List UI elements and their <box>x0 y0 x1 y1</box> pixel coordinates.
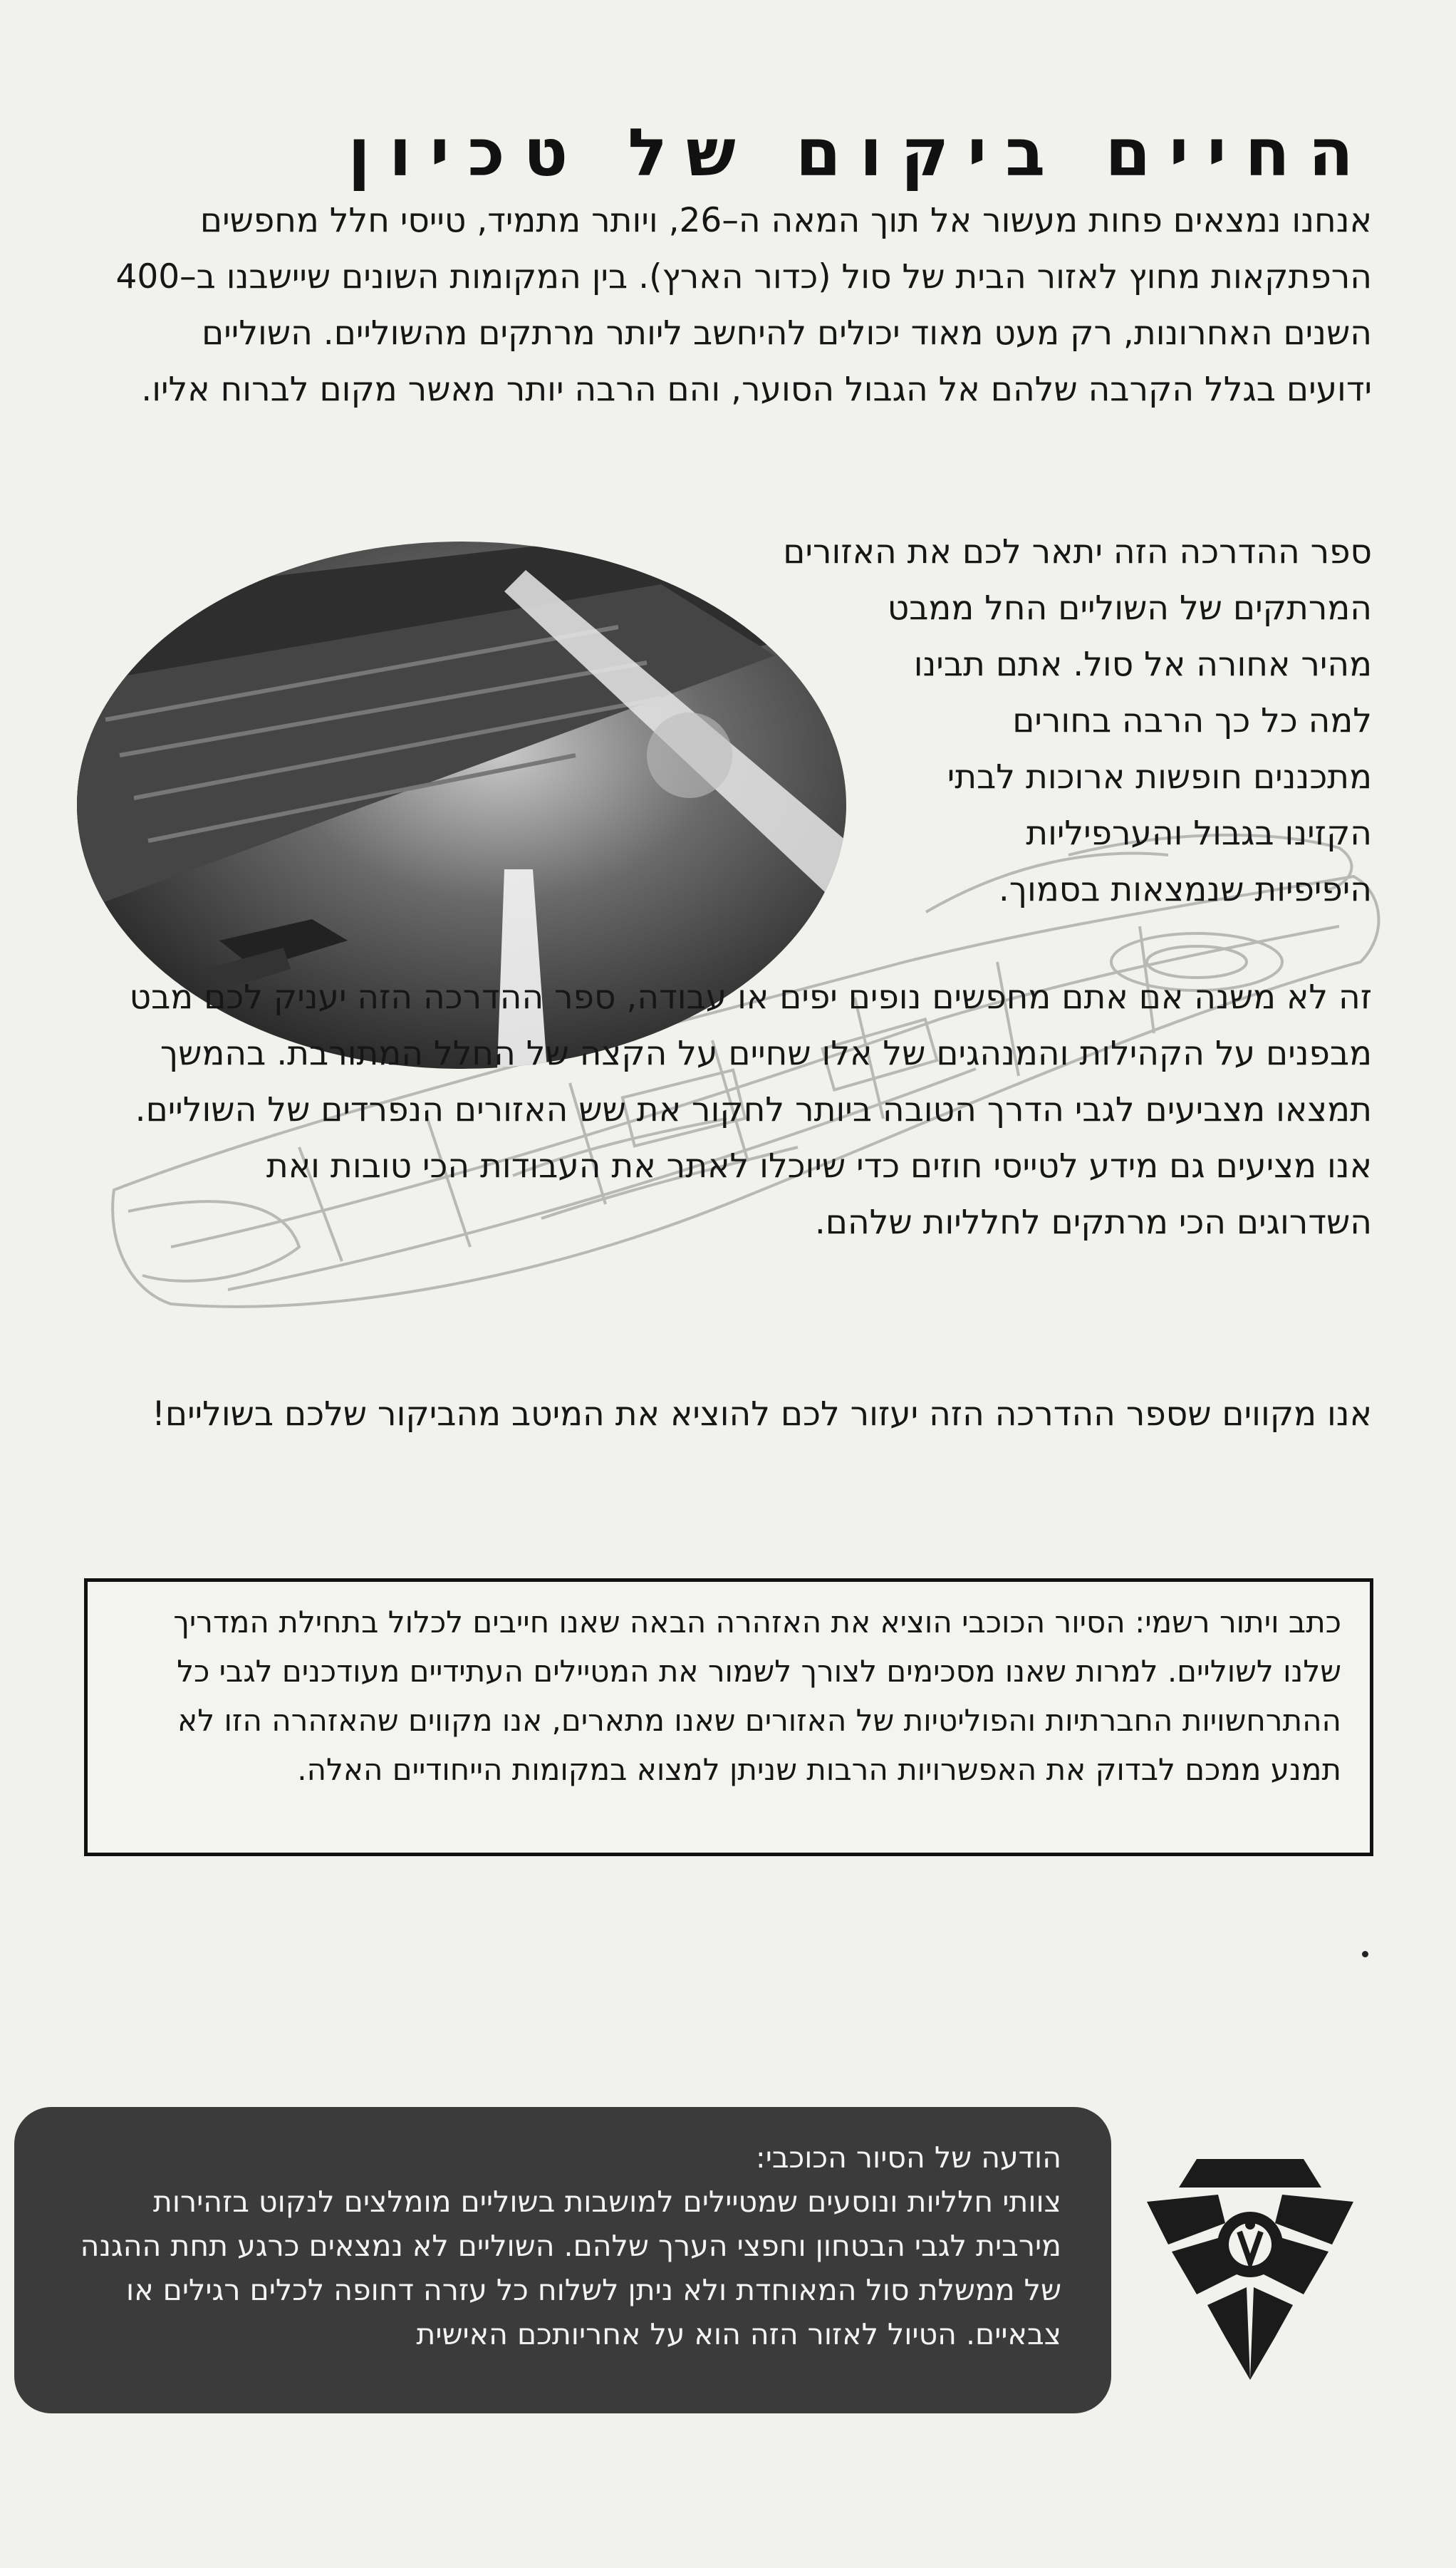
disclaimer-text: כתב ויתור רשמי: הסיור הכוכבי הוציא את האזהרה הבאה שאנו חייבים לכלול בתחילת המדריך שלנו לשוליים. למרות שאנו מסכימים לצורך לשמור את המטיילים העתידיים מעודכנים לגבי כל ההתרחשויות החברתיות והפוליטיות של האזורים שאנו מתארים, אנו מקווים שהאזהרה הזו לא תמנע ממכם לבדוק את האפשרויות הרבות שניתן למצוא במקומות הייחודיים האלה. <box>173 1605 1341 1787</box>
intro-paragraph <box>111 192 1372 418</box>
guide-description-line: המרתקים של השוליים החל ממבט <box>887 589 1372 628</box>
intro-text: אנחנו נמצאים פחות מעשור אל תוך המאה ה–26, ויותר מתמיד, טייסי חלל מחפשים הרפתקאות מחוץ לאזור הבית של סול (כדור הארץ). בין המקומות השונים שיישבנו ב–400 השנים האחרונות, רק מעט מאוד יכולים להיחשב ליותר מרתקים מהשוליים. השוליים ידועים בגלל הקרבה שלהם אל הגבול הסוער, והם הרבה יותר מאשר מקום לברוח אליו. <box>115 201 1372 409</box>
guide-description-line: הקזינו בגבול והערפיליות <box>1026 814 1372 853</box>
page-title: החיים ביקום של טכיון <box>348 115 1372 191</box>
guide-description-paragraph <box>731 524 1372 918</box>
guide-description-line: מתכננים חופשות ארוכות לבתי <box>947 757 1372 797</box>
star-patrol-emblem-icon <box>1140 2145 1361 2380</box>
guide-description-line: מהיר אחורה אל סול. אתם תבינו <box>913 645 1372 684</box>
communities-text: זה לא משנה אם אתם מחפשים נופים יפים או עבודה, ספר ההדרכה הזה יעניק לכם מבט מבפנים על הקהילות והמנהגים של אלו שחיים על הקצה של החלל המתורבת. בהמשך תמצאו מצביעים לגבי הדרך הטובה ביותר לחקור את שש האזורים הנפרדים של השוליים. אנו מציעים גם מידע לטייסי חוזים כדי שיוכלו לאתר את העבודות הכי טובות ואת השדרוגים הכי מרתקים לחלליות שלהם. <box>129 978 1372 1242</box>
notice-title: הודעה של הסיור הכוכבי: <box>755 2140 1061 2175</box>
patrol-notice-box <box>14 2107 1111 2413</box>
stray-dot <box>1362 1951 1368 1957</box>
communities-paragraph <box>125 969 1372 1251</box>
notice-body: צוותי חלליות ונוסעים שמטיילים למושבות בשוליים מומלצים לנקוט בזהירות מירבית לגבי הבטחון וחפצי הערך שלהם. השוליים לא נמצאים כרגע תחת ההגנה של ממשלת סול המאוחדת ולא ניתן לשלוח כל עזרה דחופה לכלים רגילים או צבאיים. הטיול לאזור הזה הוא על אחריותכם האישית <box>80 2185 1061 2351</box>
guide-description-line: היפיפיות שנמצאות בסמוך. <box>998 870 1372 909</box>
guide-description-line: ספר ההדרכה הזה יתאר לכם את האזורים <box>783 532 1372 571</box>
official-disclaimer-box <box>84 1578 1373 1856</box>
guide-description-line: למה כל כך הרבה בחורים <box>1012 701 1372 740</box>
closing-paragraph: אנו מקווים שספר ההדרכה הזה יעזור לכם להוציא את המיטב מהביקור שלכם בשוליים! <box>152 1394 1372 1434</box>
